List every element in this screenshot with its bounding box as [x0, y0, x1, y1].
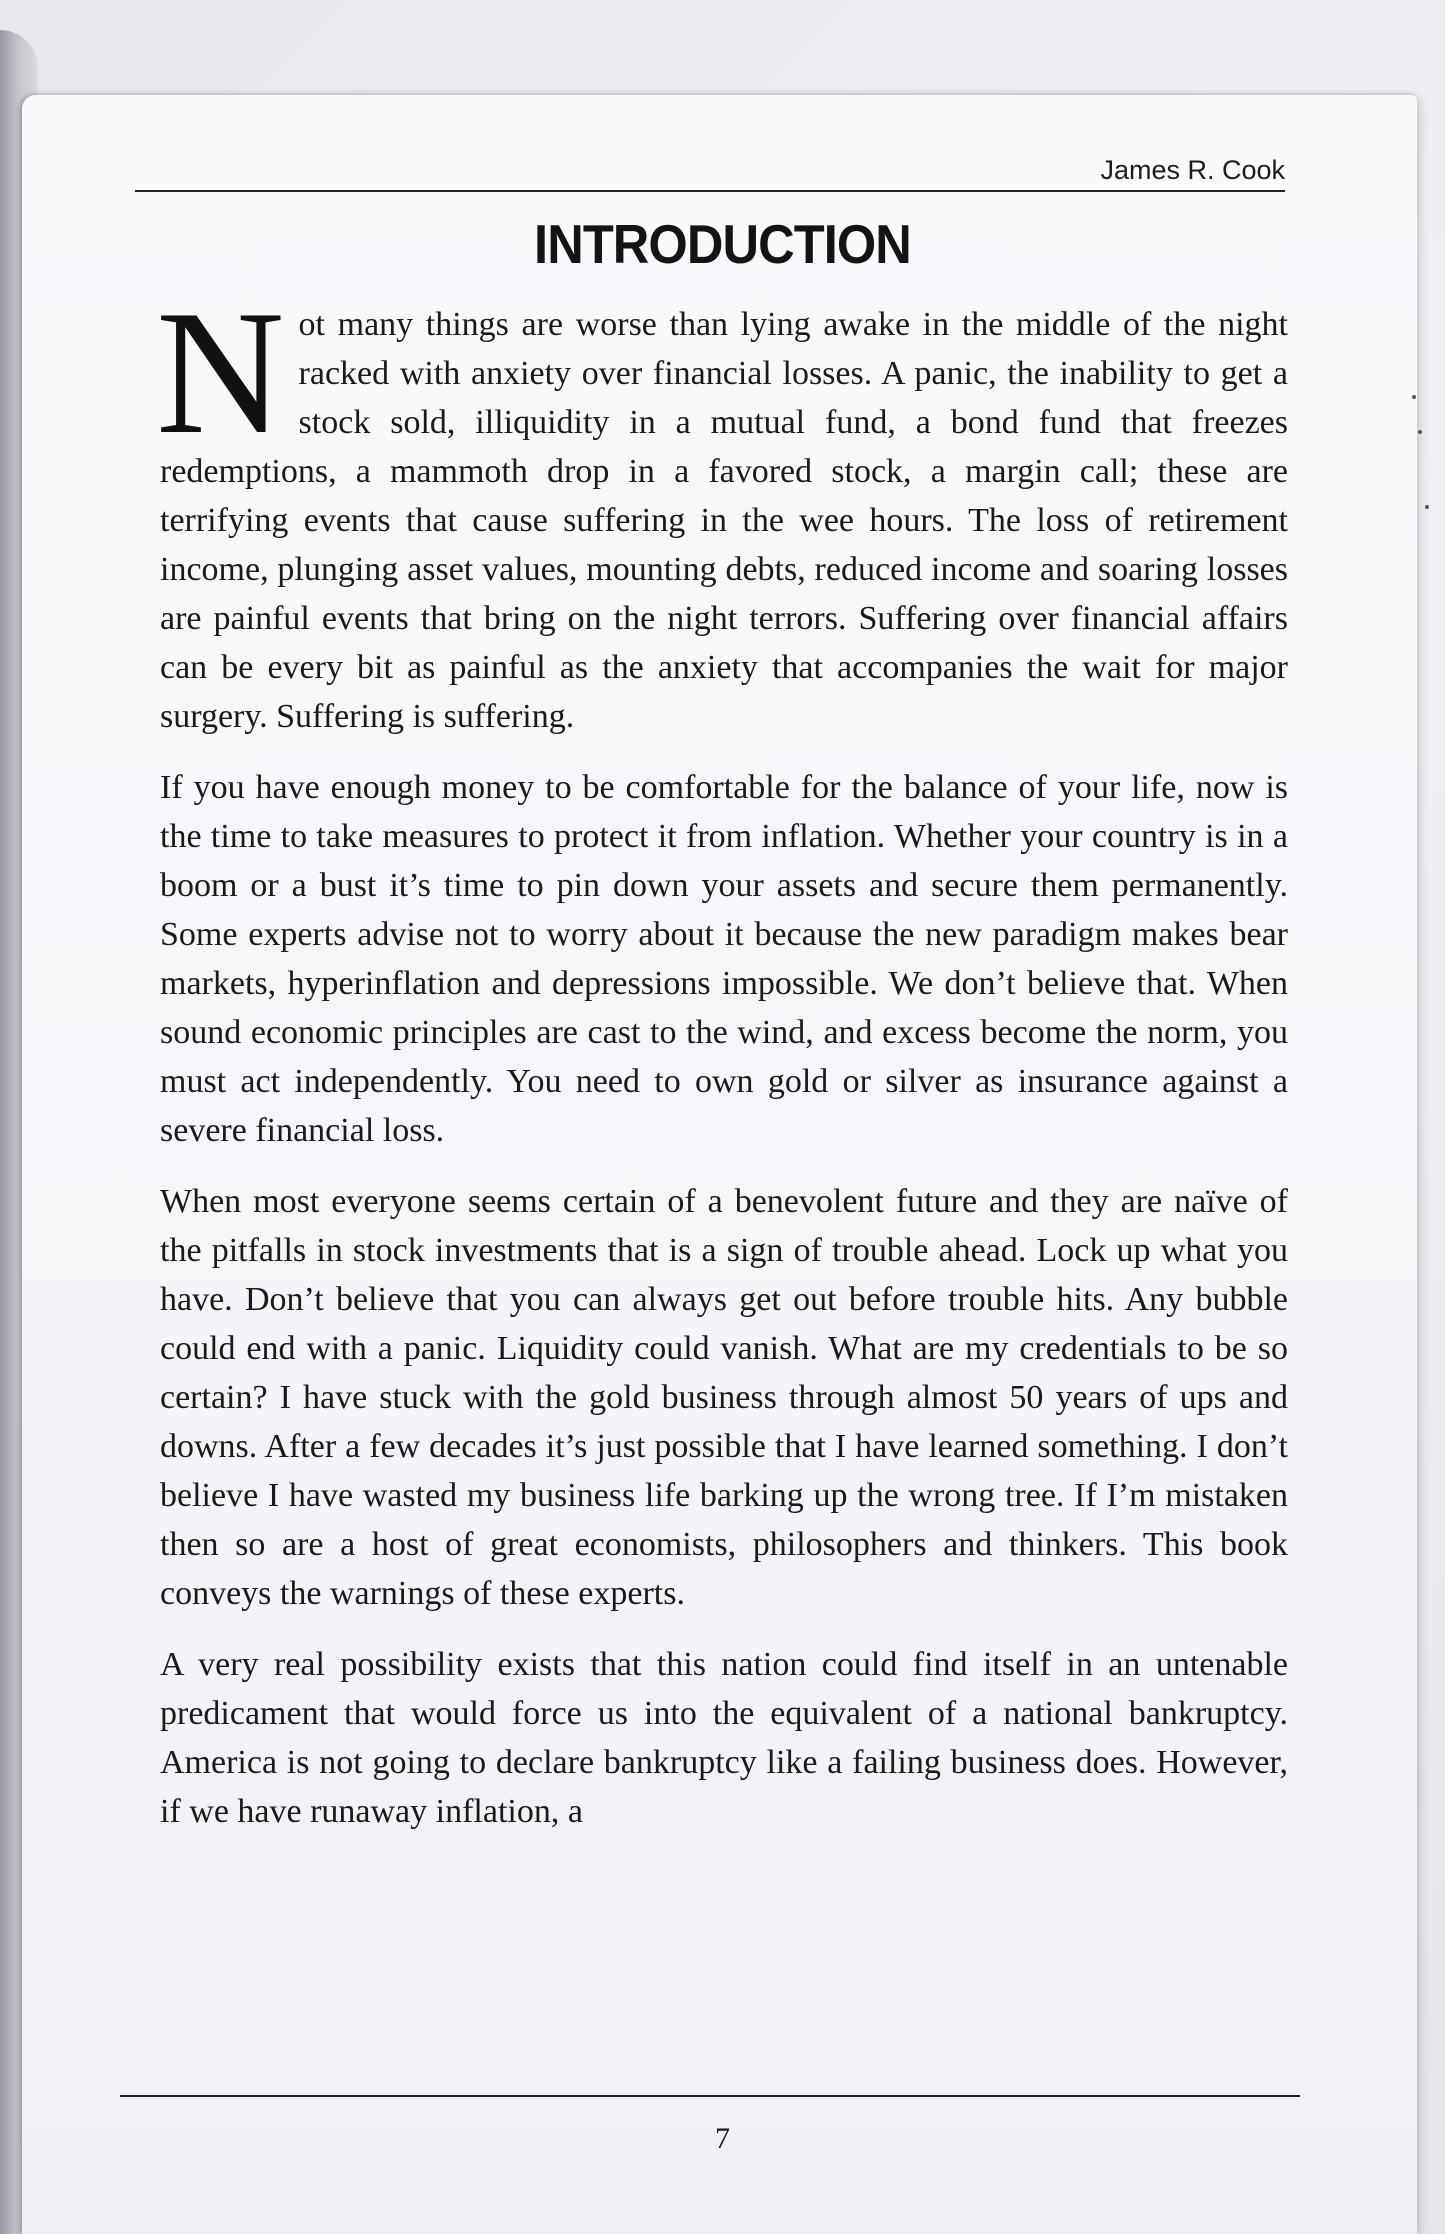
- running-head: [135, 155, 1285, 192]
- dust-speck: [1425, 505, 1429, 509]
- dust-speck: [1418, 430, 1422, 434]
- paragraph-4: A very real possibility exists that this nation could find itself in an untenable predicament that would force us into the equivalent of a national bankruptcy. America is not going to declare bankruptcy like a failing business does. However, if we have runaway inflation, a: [160, 1646, 1288, 1830]
- paragraph-1-text: ot many things are worse than lying awake in the middle of the night racked with anxiety over financial losses. A panic, the inability to get a stock sold, illiquidity in a mutual fund, a bond fund that freezes redemptions, a mammoth drop in a favored stock, a margin call; these are terrifying events that cause suffering in the wee hours. The loss of retirement income, plunging asset values, mounting debts, reduced income and soaring losses are painful events that bring on the night terrors. Suffering over financial affairs can be every bit as painful as the anxiety that accompanies the wait for major surgery. Suffering is suffering.: [160, 306, 1288, 735]
- dust-speck: [1412, 395, 1416, 399]
- paragraph-1: [156, 273, 1288, 741]
- drop-cap: N: [156, 273, 285, 471]
- running-head-author: James R. Cook: [1100, 155, 1285, 185]
- footer-rule: [120, 2095, 1300, 2097]
- body-text: [156, 273, 1288, 1858]
- paragraph-3: When most everyone seems certain of a benevolent future and they are naïve of the pitfalls in stock investments that is a sign of trouble ahead. Lock up what you have. Don’t believe that you can always get out before trouble hits. Any bubble could end with a panic. Liquidity could vanish. What are my credentials to be so certain? I have stuck with the gold business through almost 50 years of ups and downs. After a few decades it’s just possible that I have learned something. I don’t believe I have wasted my business life barking up the wrong tree. If I’m mistaken then so are a host of great economists, philosophers and thinkers. This book conveys the warnings of these experts.: [160, 1183, 1288, 1612]
- page-number: 7: [715, 2122, 730, 2155]
- paragraph-2: If you have enough money to be comfortable for the balance of your life, now is the time to take measures to protect it from inflation. Whether your country is in a boom or a bust it’s time to pin down your assets and secure them permanently. Some experts advise not to worry about it because the new paradigm makes bear markets, hyperinflation and depressions impossible. We don’t believe that. When sound economic principles are cast to the wind, and excess become the norm, you must act independently. You need to own gold or silver as insurance against a severe financial loss.: [160, 769, 1288, 1149]
- chapter-title: INTRODUCTION: [534, 213, 911, 275]
